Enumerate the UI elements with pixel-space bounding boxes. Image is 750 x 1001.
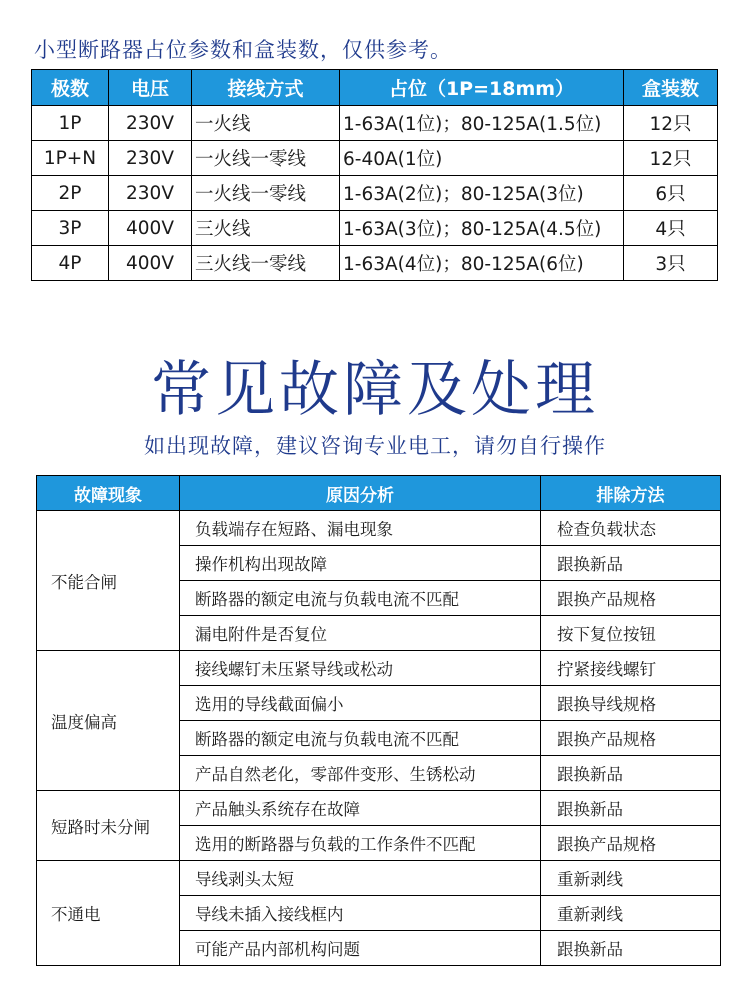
fault-symptom-cell: 不通电 bbox=[37, 861, 180, 966]
spec-header-voltage: 电压 bbox=[109, 70, 192, 106]
fault-header-fix: 排除方法 bbox=[541, 476, 721, 511]
fault-cause-cell: 漏电附件是否复位 bbox=[180, 616, 541, 651]
spec-cell-wiring: 一火线 bbox=[192, 106, 340, 141]
spec-cell-box-qty: 12只 bbox=[624, 141, 718, 176]
spec-cell-wiring: 三火线 bbox=[192, 211, 340, 246]
fault-fix-cell: 跟换新品 bbox=[541, 931, 721, 966]
spec-cell-voltage: 230V bbox=[109, 141, 192, 176]
spec-cell-box-qty: 6只 bbox=[624, 176, 718, 211]
fault-cause-cell: 产品自然老化，零部件变形、生锈松动 bbox=[180, 756, 541, 791]
spec-cell-poles: 1P bbox=[32, 106, 109, 141]
fault-fix-cell: 跟换新品 bbox=[541, 756, 721, 791]
intro-text: 小型断路器占位参数和盒装数，仅供参考。 bbox=[34, 38, 452, 62]
fault-cause-cell: 负载端存在短路、漏电现象 bbox=[180, 511, 541, 546]
spec-cell-box-qty: 3只 bbox=[624, 246, 718, 281]
fault-fix-cell: 检查负载状态 bbox=[541, 511, 721, 546]
fault-cause-cell: 导线未插入接线框内 bbox=[180, 896, 541, 931]
fault-cause-cell: 导线剥头太短 bbox=[180, 861, 541, 896]
spec-header-poles: 极数 bbox=[32, 70, 109, 106]
fault-fix-cell: 跟换导线规格 bbox=[541, 686, 721, 721]
fault-cause-cell: 断路器的额定电流与负载电流不匹配 bbox=[180, 721, 541, 756]
fault-header-cause: 原因分析 bbox=[180, 476, 541, 511]
fault-fix-cell: 跟换新品 bbox=[541, 791, 721, 826]
table-row bbox=[37, 651, 721, 686]
table-row bbox=[32, 211, 718, 246]
fault-cause-cell: 接线螺钉未压紧导线或松动 bbox=[180, 651, 541, 686]
fault-cause-cell: 产品触头系统存在故障 bbox=[180, 791, 541, 826]
fault-fix-cell: 跟换产品规格 bbox=[541, 581, 721, 616]
spec-cell-width: 6-40A(1位) bbox=[340, 141, 624, 176]
fault-symptom-cell: 短路时未分闸 bbox=[37, 791, 180, 861]
fault-fix-cell: 拧紧接线螺钉 bbox=[541, 651, 721, 686]
spec-header-row bbox=[32, 70, 718, 106]
spec-cell-wiring: 一火线一零线 bbox=[192, 141, 340, 176]
spec-cell-width: 1-63A(3位)；80-125A(4.5位) bbox=[340, 211, 624, 246]
spec-header-width: 占位（1P=18mm） bbox=[340, 70, 624, 106]
fault-header-symptom: 故障现象 bbox=[37, 476, 180, 511]
fault-cause-cell: 断路器的额定电流与负载电流不匹配 bbox=[180, 581, 541, 616]
spec-cell-voltage: 230V bbox=[109, 106, 192, 141]
table-row bbox=[32, 176, 718, 211]
spec-cell-poles: 2P bbox=[32, 176, 109, 211]
fault-fix-cell: 跟换产品规格 bbox=[541, 721, 721, 756]
spec-cell-voltage: 230V bbox=[109, 176, 192, 211]
fault-cause-cell: 可能产品内部机构问题 bbox=[180, 931, 541, 966]
spec-cell-width: 1-63A(4位)；80-125A(6位) bbox=[340, 246, 624, 281]
fault-header-row bbox=[37, 476, 721, 511]
spec-header-wiring: 接线方式 bbox=[192, 70, 340, 106]
table-row bbox=[32, 246, 718, 281]
spec-cell-width: 1-63A(1位)；80-125A(1.5位) bbox=[340, 106, 624, 141]
spec-cell-box-qty: 12只 bbox=[624, 106, 718, 141]
fault-symptom-cell: 不能合闸 bbox=[37, 511, 180, 651]
spec-cell-poles: 1P+N bbox=[32, 141, 109, 176]
section-heading: 常见故障及处理 bbox=[151, 355, 599, 425]
section-subheading: 如出现故障，建议咨询专业电工，请勿自行操作 bbox=[144, 434, 606, 458]
spec-cell-wiring: 一火线一零线 bbox=[192, 176, 340, 211]
fault-symptom-cell: 温度偏高 bbox=[37, 651, 180, 791]
table-row bbox=[32, 106, 718, 141]
spec-cell-box-qty: 4只 bbox=[624, 211, 718, 246]
fault-fix-cell: 跟换产品规格 bbox=[541, 826, 721, 861]
fault-cause-cell: 选用的导线截面偏小 bbox=[180, 686, 541, 721]
fault-fix-cell: 重新剥线 bbox=[541, 861, 721, 896]
spec-cell-voltage: 400V bbox=[109, 211, 192, 246]
table-row bbox=[37, 791, 721, 826]
table-row bbox=[37, 511, 721, 546]
spec-header-box-qty: 盒装数 bbox=[624, 70, 718, 106]
fault-fix-cell: 重新剥线 bbox=[541, 896, 721, 931]
spec-cell-poles: 3P bbox=[32, 211, 109, 246]
spec-cell-voltage: 400V bbox=[109, 246, 192, 281]
fault-fix-cell: 跟换新品 bbox=[541, 546, 721, 581]
spec-table bbox=[31, 69, 718, 281]
fault-cause-cell: 操作机构出现故障 bbox=[180, 546, 541, 581]
spec-cell-width: 1-63A(2位)；80-125A(3位) bbox=[340, 176, 624, 211]
spec-cell-poles: 4P bbox=[32, 246, 109, 281]
spec-cell-wiring: 三火线一零线 bbox=[192, 246, 340, 281]
fault-fix-cell: 按下复位按钮 bbox=[541, 616, 721, 651]
fault-table bbox=[36, 475, 721, 966]
table-row bbox=[37, 861, 721, 896]
fault-cause-cell: 选用的断路器与负载的工作条件不匹配 bbox=[180, 826, 541, 861]
table-row bbox=[32, 141, 718, 176]
